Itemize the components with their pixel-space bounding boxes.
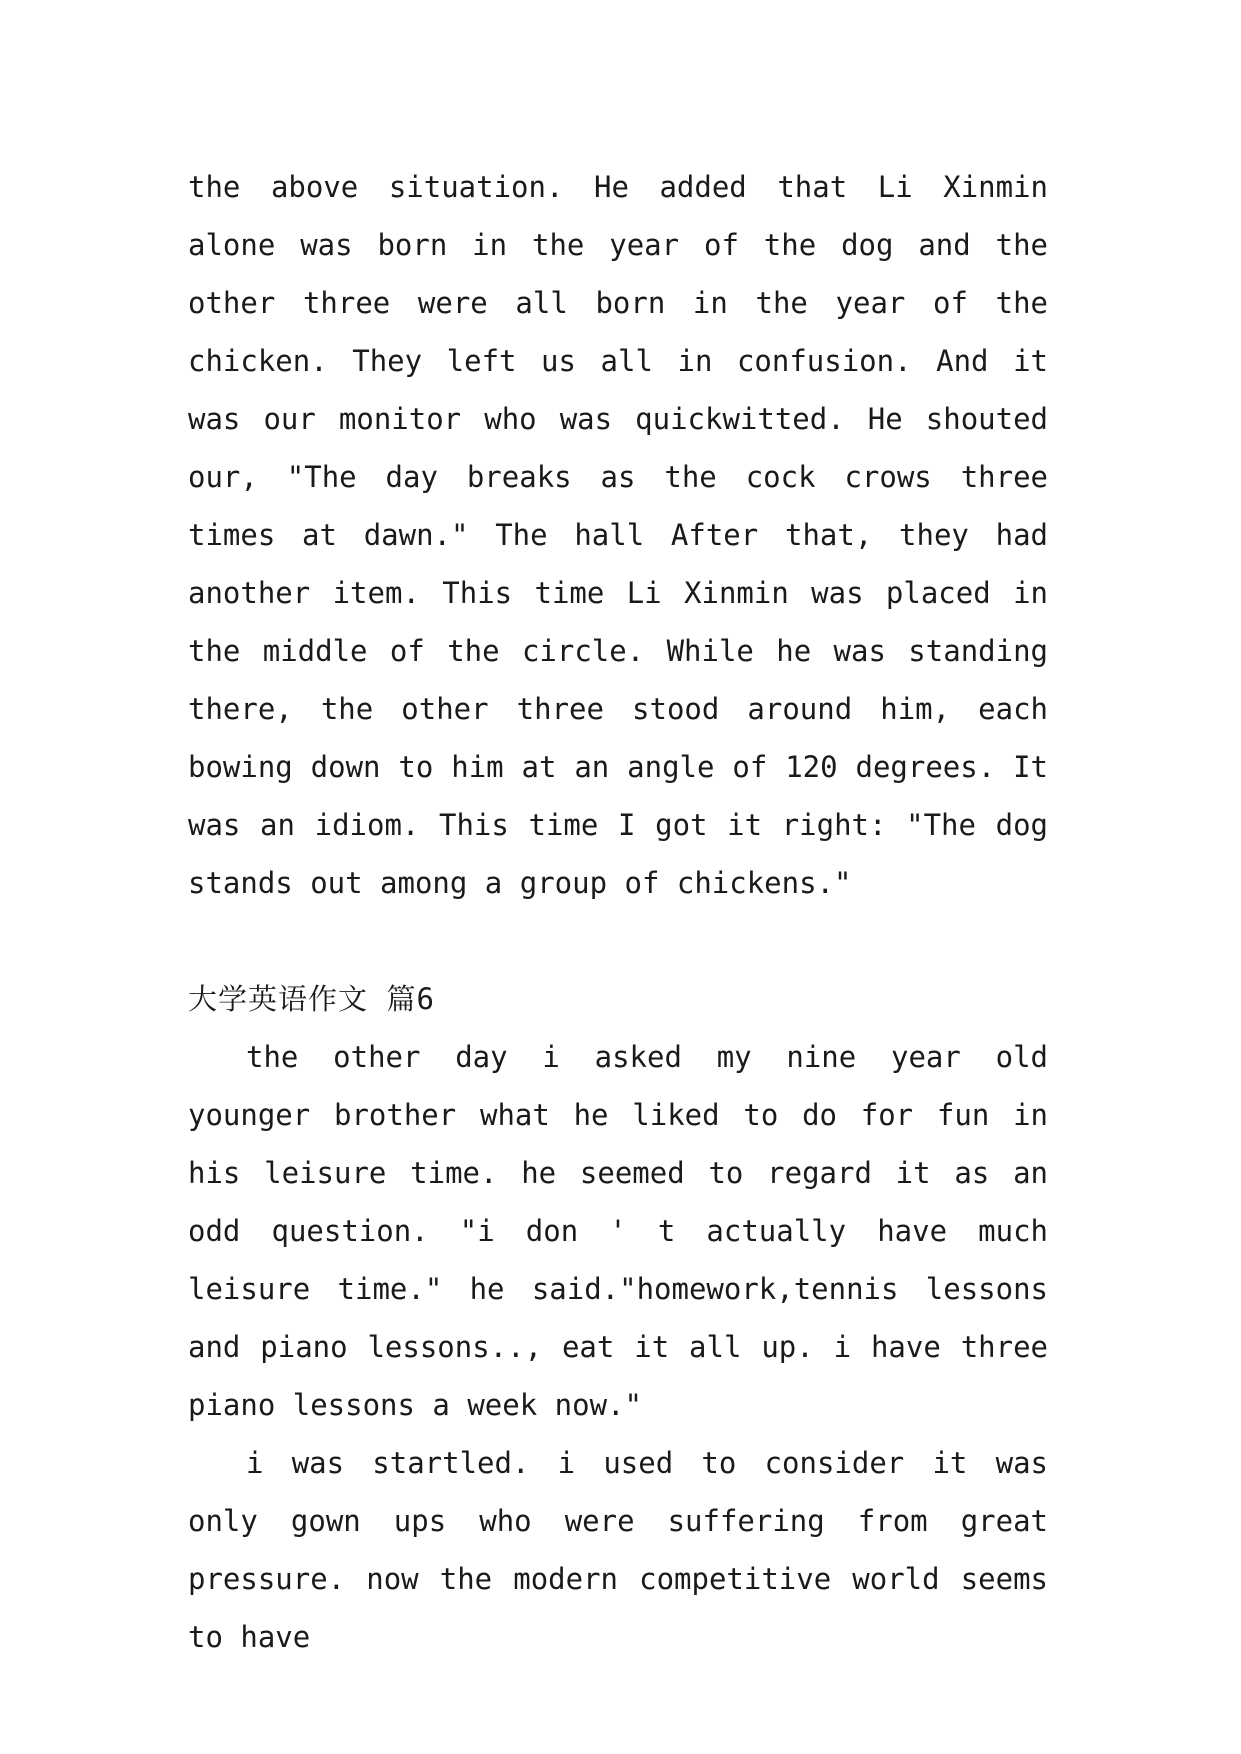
section-paragraph-1: the other day i asked my nine year old younger brother what he liked to do for fun in his leisure time. he seemed to regard it as an odd question. "i don ' t actually have much leisure time." he said."homework,tennis lessons and piano lessons.., eat it all up. i have three piano lessons a week now." (188, 1040, 1048, 1422)
document-body (188, 158, 1048, 1666)
section-heading: 大学英语作文 篇6 (188, 982, 435, 1016)
continued-paragraph: the above situation. He added that Li Xinmin alone was born in the year of the dog and the other three were all born in the year of the chicken. They left us all in confusion. And it was our monitor who was quickwitted. He shouted our, "The day breaks as the cock crows three times at dawn." The hall After that, they had another item. This time Li Xinmin was placed in the middle of the circle. While he was standing there, the other three stood around him, each bowing down to him at an angle of 120 degrees. It was an idiom. This time I got it right: "The dog stands out among a group of chickens." (188, 170, 1048, 900)
section-paragraph-2: i was startled. i used to consider it was only gown ups who were suffering from great pressure. now the modern competitive world seems to have (188, 1446, 1048, 1654)
